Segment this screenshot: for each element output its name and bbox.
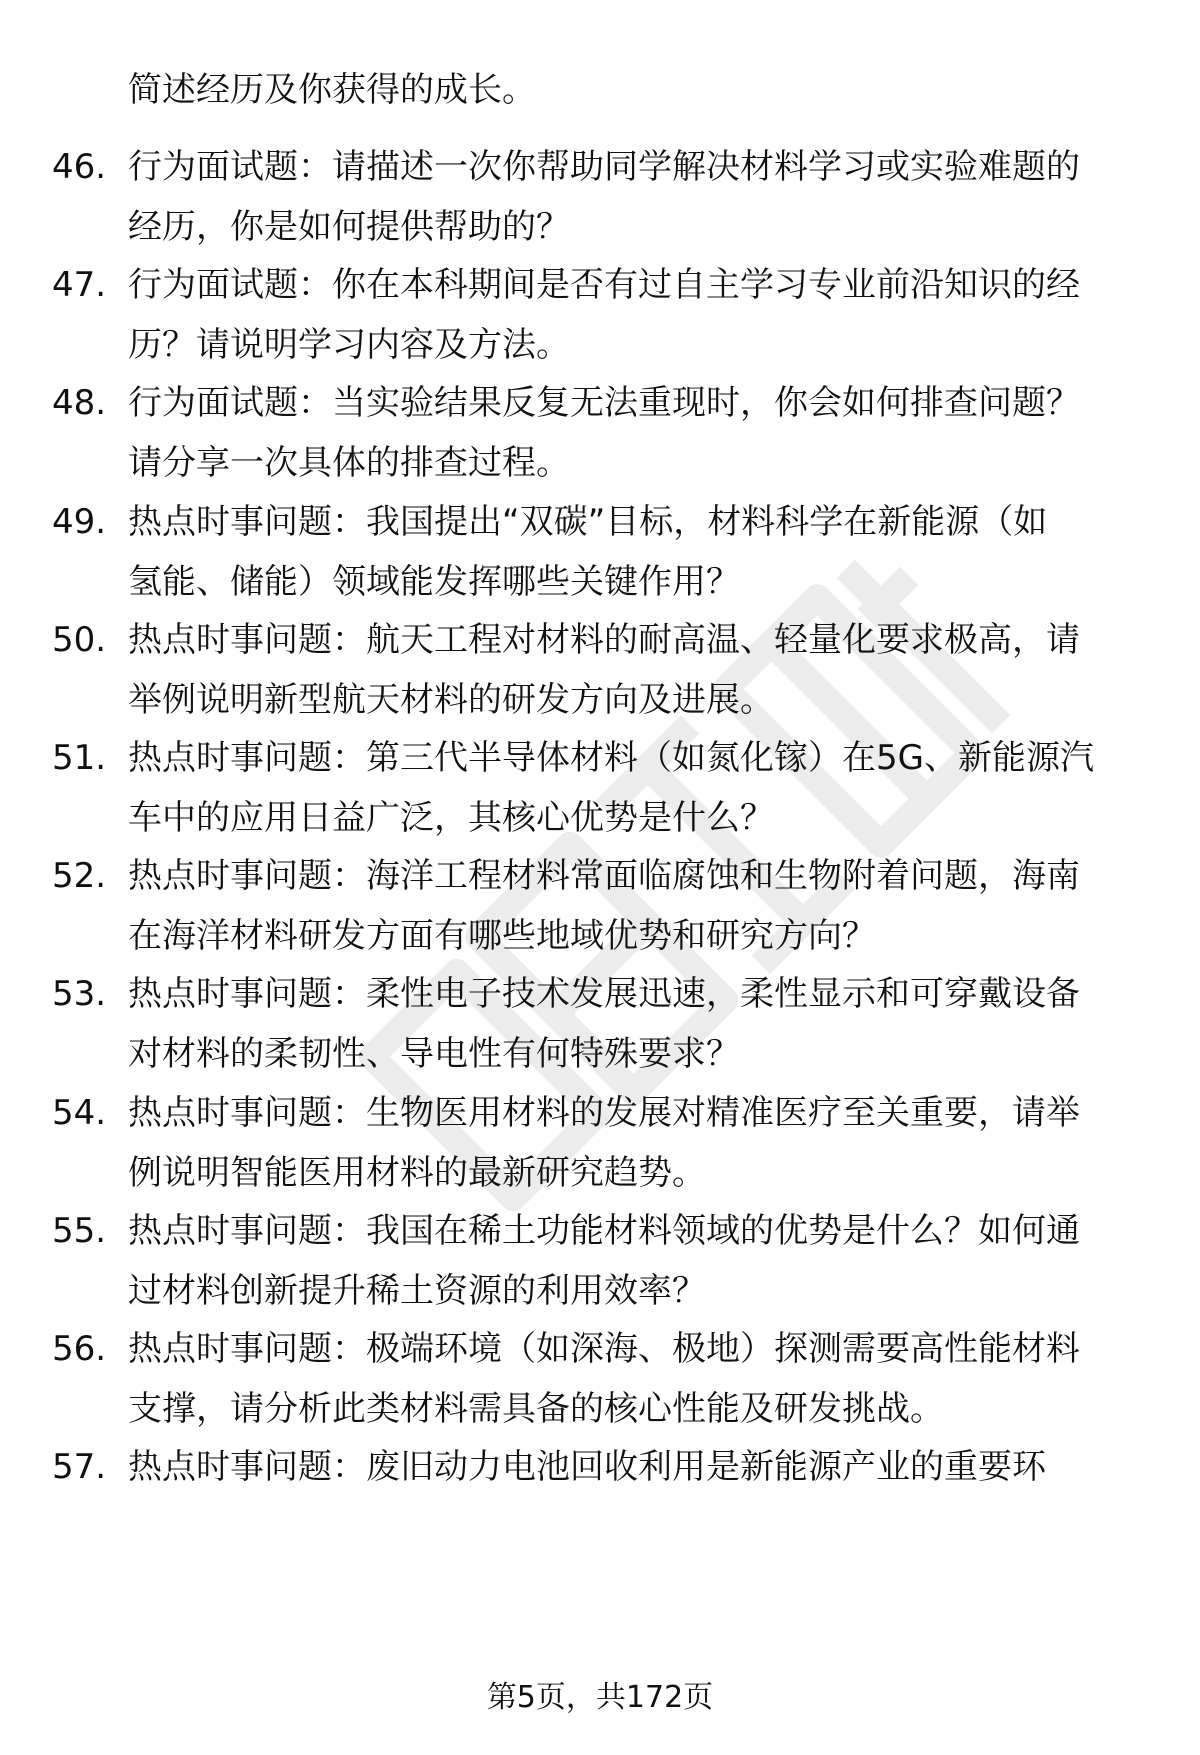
question-number: 57. bbox=[52, 1447, 107, 1487]
question-number: 55. bbox=[52, 1211, 107, 1251]
question-item bbox=[52, 1083, 1152, 1203]
question-text: 热点时事问题：柔性电子技术发展迅速，柔性显示和可穿戴设备 对材料的柔韧性、导电性有何特殊要求？ bbox=[128, 974, 1080, 1074]
question-number: 51. bbox=[52, 738, 107, 778]
question-text: 热点时事问题：废旧动力电池回收利用是新能源产业的重要环 bbox=[128, 1447, 1046, 1487]
question-number: 53. bbox=[52, 974, 107, 1014]
question-text: 热点时事问题：生物医用材料的发展对精准医疗至关重要，请举 例说明智能医用材料的最新研究趋势。 bbox=[128, 1093, 1080, 1193]
question-text: 热点时事问题：第三代半导体材料（如氮化镓）在5G、新能源汽 车中的应用日益广泛，其核心优势是什么？ bbox=[128, 738, 1094, 838]
question-item bbox=[52, 728, 1152, 848]
continued-line: 简述经历及你获得的成长。 bbox=[128, 70, 536, 110]
question-item bbox=[52, 964, 1152, 1084]
question-item bbox=[52, 610, 1152, 730]
page-footer: 第5页，共172页 bbox=[486, 1680, 714, 1715]
question-text: 热点时事问题：海洋工程材料常面临腐蚀和生物附着问题，海南 在海洋材料研发方面有哪些地域优势和研究方向？ bbox=[128, 856, 1080, 956]
question-item bbox=[52, 1437, 1152, 1497]
question-number: 54. bbox=[52, 1093, 107, 1133]
question-text: 热点时事问题：航天工程对材料的耐高温、轻量化要求极高，请 举例说明新型航天材料的研发方向及进展。 bbox=[128, 620, 1080, 720]
question-number: 50. bbox=[52, 620, 107, 660]
question-number: 56. bbox=[52, 1329, 107, 1369]
question-text: 行为面试题：你在本科期间是否有过自主学习专业前沿知识的经 历？请说明学习内容及方法。 bbox=[128, 265, 1080, 365]
question-item bbox=[52, 1319, 1152, 1439]
question-number: 52. bbox=[52, 856, 107, 896]
question-number: 46. bbox=[52, 147, 107, 187]
question-item bbox=[52, 137, 1152, 257]
question-item bbox=[52, 373, 1152, 493]
question-text: 行为面试题：请描述一次你帮助同学解决材料学习或实验难题的 经历，你是如何提供帮助的？ bbox=[128, 147, 1080, 247]
question-number: 49. bbox=[52, 502, 107, 542]
question-text: 热点时事问题：极端环境（如深海、极地）探测需要高性能材料 支撑，请分析此类材料需具备的核心性能及研发挑战。 bbox=[128, 1329, 1080, 1429]
question-number: 47. bbox=[52, 265, 107, 305]
question-text: 热点时事问题：我国提出“双碳”目标，材料科学在新能源（如 氢能、储能）领域能发挥哪些关键作用？ bbox=[128, 502, 1048, 602]
question-text: 行为面试题：当实验结果反复无法重现时，你会如何排查问题？ 请分享一次具体的排查过程。 bbox=[128, 383, 1080, 483]
question-item bbox=[52, 1201, 1152, 1321]
question-text: 热点时事问题：我国在稀土功能材料领域的优势是什么？如何通 过材料创新提升稀土资源的利用效率？ bbox=[128, 1211, 1080, 1311]
question-item bbox=[52, 846, 1152, 966]
question-number: 48. bbox=[52, 383, 107, 423]
question-item bbox=[52, 492, 1152, 612]
question-item bbox=[52, 255, 1152, 375]
